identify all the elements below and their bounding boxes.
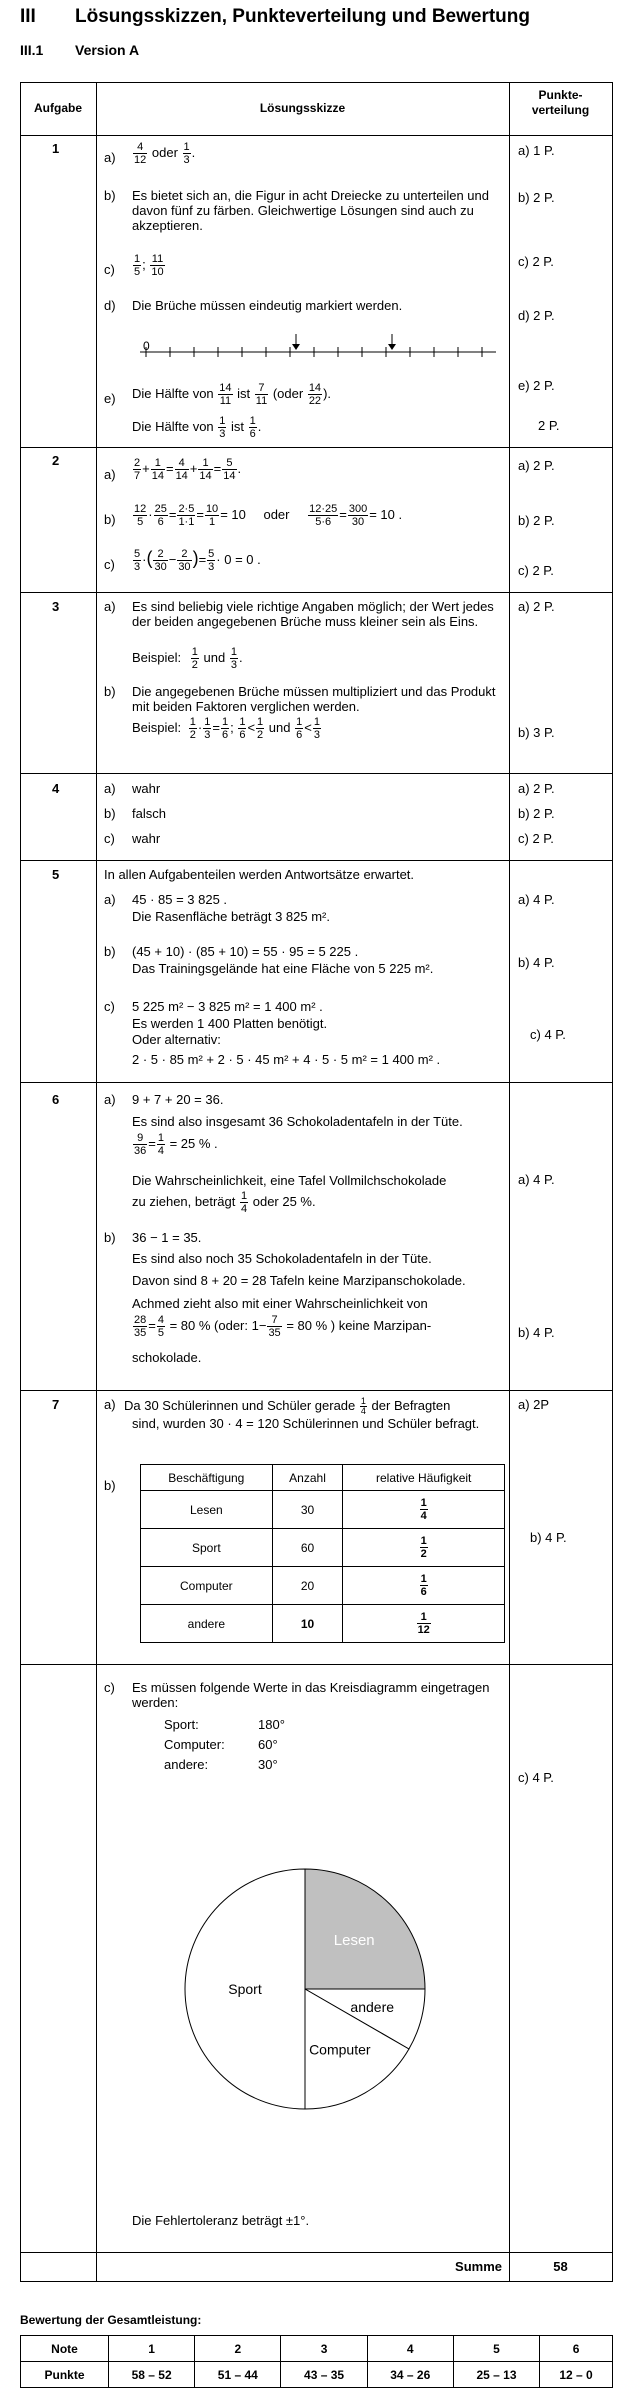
points: c) 2 P. bbox=[518, 254, 554, 269]
t6b-fraction: $\frac{28}{35}$ = $\frac{4}{5}$ = 80 % (oder: 1− $\frac{7}{35}$ = 80 % ) keine Marzipan- bbox=[134, 1314, 432, 1339]
subsection-heading: III.1 Version A bbox=[20, 42, 140, 58]
points: c) 2 P. bbox=[518, 563, 554, 578]
task-number: 5 bbox=[52, 867, 60, 882]
table-row: Sport 60 $\frac{1}{2}$ bbox=[141, 1529, 505, 1567]
points: a) 2P bbox=[518, 1397, 550, 1412]
label: a) bbox=[104, 1092, 116, 1107]
number-line bbox=[140, 328, 500, 368]
t6b-text4: schokolade. bbox=[132, 1350, 202, 1365]
t1b-text: Es bietet sich an, die Figur in acht Dreiecke zu unterteilen und davon fünf zu färben. Gleichwertige Lösungen sind auch zu akzeptieren. bbox=[132, 188, 489, 233]
points: a) 4 P. bbox=[518, 1172, 555, 1187]
t1c-answer: $\frac{1}{5}$ ; $\frac{11}{10}$ bbox=[134, 253, 164, 278]
label: c) bbox=[104, 557, 115, 572]
task-number: 3 bbox=[52, 599, 60, 614]
t1a-answer: $\frac{4}{12}$ oder $\frac{1}{3}$ . bbox=[134, 141, 196, 166]
t6b-text2: Davon sind 8 + 20 = 28 Tafeln keine Marzipanschokolade. bbox=[132, 1273, 466, 1288]
value-key: andere: bbox=[164, 1757, 209, 1772]
t6a-calc: 9 + 7 + 20 = 36. bbox=[132, 1092, 224, 1107]
col-header-loesung: Lösungsskizze bbox=[259, 101, 346, 115]
t3a-example: Beispiel: $\frac{1}{2}$ und $\frac{1}{3}$ . bbox=[132, 646, 243, 671]
points: b) 3 P. bbox=[518, 725, 555, 740]
label: b) bbox=[104, 684, 116, 699]
label: d) bbox=[104, 298, 116, 313]
label: c) bbox=[104, 1680, 115, 1695]
points: a) 4 P. bbox=[518, 892, 555, 907]
label: a) bbox=[104, 467, 116, 482]
t5a-text: Die Rasenfläche beträgt 3 825 m². bbox=[132, 909, 330, 924]
table-row: andere 10 $\frac{1}{12}$ bbox=[141, 1605, 505, 1643]
t1d-text: Die Brüche müssen eindeutig markiert werden. bbox=[132, 298, 403, 313]
t5c-alt: Oder alternativ: bbox=[132, 1032, 221, 1047]
grading-title: Bewertung der Gesamtleistung: bbox=[20, 2313, 202, 2327]
t6b-calc: 36 − 1 = 35. bbox=[132, 1230, 202, 1245]
value-key: Computer: bbox=[164, 1737, 225, 1752]
t4b-answer: falsch bbox=[132, 806, 166, 821]
value-degrees: 60° bbox=[258, 1737, 278, 1752]
pie-label-lesen: Lesen bbox=[333, 1931, 375, 1949]
points: a) 1 P. bbox=[518, 143, 555, 158]
pie-slice-lesen bbox=[305, 1869, 425, 1989]
label: c) bbox=[104, 831, 115, 846]
sum-value: 58 bbox=[553, 2259, 568, 2274]
value-degrees: 180° bbox=[258, 1717, 285, 1732]
points: a) 2 P. bbox=[518, 599, 555, 614]
arrow-down-icon bbox=[388, 334, 396, 350]
t6a-text: Es sind also insgesamt 36 Schokoladentafeln in der Tüte. bbox=[132, 1114, 463, 1129]
label: a) bbox=[104, 892, 116, 907]
col-header: relative Häufigkeit bbox=[343, 1465, 505, 1491]
label: a) bbox=[104, 1397, 116, 1412]
t6a-fraction: $\frac{9}{36}$ = $\frac{1}{4}$ = 25 % . bbox=[134, 1132, 218, 1157]
t5-intro: In allen Aufgabenteilen werden Antwortsätze erwartet. bbox=[104, 867, 415, 882]
t7a-text1: Da 30 Schülerinnen und Schüler gerade $\frac{1}{4}$ der Befragten bbox=[124, 1396, 451, 1416]
t7a-text2: sind, wurden 30 · 4 = 120 Schülerinnen und Schüler befragt. bbox=[132, 1416, 480, 1431]
points-label: Punkte bbox=[21, 2362, 109, 2388]
t5c-text: Es werden 1 400 Platten benötigt. bbox=[132, 1016, 328, 1031]
t5b-text: Das Trainingsgelände hat eine Fläche von 5 225 m². bbox=[132, 961, 434, 976]
label: b) bbox=[104, 806, 116, 821]
label: b) bbox=[104, 1230, 116, 1245]
t6b-text3: Achmed zieht also mit einer Wahrscheinlichkeit von bbox=[132, 1296, 428, 1311]
t2c-formula: $\frac{5}{3}$ ·( $\frac{2}{30}$ − $\frac{2}{30}$ )= $\frac{5}{3}$ · 0 = 0 . bbox=[134, 548, 261, 574]
task-number: 2 bbox=[52, 453, 60, 468]
points: b) 2 P. bbox=[518, 513, 555, 528]
points: b) 4 P. bbox=[518, 955, 555, 970]
col-header-punkte: Punkte- verteilung bbox=[531, 88, 590, 117]
points: 2 P. bbox=[538, 418, 560, 433]
t5b-calc: (45 + 10) · (85 + 10) = 55 · 95 = 5 225 . bbox=[132, 944, 359, 959]
t4a-answer: wahr bbox=[132, 781, 161, 796]
task-number: 7 bbox=[52, 1397, 60, 1412]
t6b-text: Es sind also noch 35 Schokoladentafeln in der Tüte. bbox=[132, 1251, 432, 1266]
t6a-text3: zu ziehen, beträgt $\frac{1}{4}$ oder 25 %. bbox=[132, 1190, 316, 1215]
label: b) bbox=[104, 512, 116, 527]
points: b) 2 P. bbox=[518, 806, 555, 821]
number-line-zero: 0 bbox=[143, 339, 150, 353]
t3b-example: Beispiel: $\frac{1}{2}$ · $\frac{1}{3}$ = $\frac{1}{6}$ ; $\frac{1}{6}$ < $\frac{1}{2}$ und $\frac{1}{6}$ < $\frac{1}{3}$ bbox=[132, 716, 320, 741]
value-key: Sport: bbox=[164, 1717, 199, 1732]
t5c-calc2: 2 · 5 · 85 m² + 2 · 5 · 45 m² + 4 · 5 · 5 m² = 1 400 m² . bbox=[132, 1052, 441, 1067]
points: a) 2 P. bbox=[518, 781, 555, 796]
t1e2-answer: Die Hälfte von $\frac{1}{3}$ ist $\frac{1}{6}$ . bbox=[132, 415, 262, 440]
task-number: 1 bbox=[52, 141, 60, 156]
label: c) bbox=[104, 999, 115, 1014]
points: c) 4 P. bbox=[518, 1770, 554, 1785]
t7c-text: Es müssen folgende Werte in das Kreisdiagramm eingetragen werden: bbox=[132, 1680, 490, 1710]
pie-label-sport: Sport bbox=[228, 1981, 262, 1997]
label: e) bbox=[104, 391, 116, 406]
t3a-text: Es sind beliebig viele richtige Angaben möglich; der Wert jedes der beiden angegebenen Brüche muss kleiner sein als Eins. bbox=[132, 599, 494, 629]
t3b-text: Die angegebenen Brüche müssen multipliziert und das Produkt mit beiden Faktoren verglichen werden. bbox=[132, 684, 496, 714]
t1e-answer: Die Hälfte von $\frac{14}{11}$ ist $\frac{7}{11}$ (oder $\frac{14}{22}$ ). bbox=[132, 382, 332, 407]
points: b) 2 P. bbox=[518, 190, 555, 205]
col-header: Beschäftigung bbox=[141, 1465, 273, 1491]
label: b) bbox=[104, 188, 116, 203]
col-header: Anzahl bbox=[272, 1465, 343, 1491]
value-degrees: 30° bbox=[258, 1757, 278, 1772]
col-header-aufgabe: Aufgabe bbox=[34, 101, 82, 115]
t2b-formula: $\frac{12}{5}$ · $\frac{25}{6}$ = $\frac{2\cdot 5}{1\cdot 1}$ = $\frac{10}{1}$ = 10 oder $\frac{12\cdot 25}{5\cdot 6}$ = $\frac{300}{30}$ = 10 . bbox=[134, 503, 403, 528]
arrow-down-icon bbox=[292, 334, 300, 350]
points: c) 4 P. bbox=[530, 1027, 566, 1042]
pie-label-andere: andere bbox=[350, 1999, 395, 2016]
label: b) bbox=[104, 1478, 116, 1493]
pie-label-computer: Computer bbox=[309, 2041, 371, 2058]
frequency-table bbox=[140, 1464, 505, 1643]
points: d) 2 P. bbox=[518, 308, 555, 323]
label: b) bbox=[104, 944, 116, 959]
pie-chart bbox=[96, 1777, 509, 2207]
t5c-calc: 5 225 m² − 3 825 m² = 1 400 m² . bbox=[132, 999, 323, 1014]
t4c-answer: wahr bbox=[132, 831, 161, 846]
label: a) bbox=[104, 599, 116, 614]
points: c) 2 P. bbox=[518, 831, 554, 846]
section-heading: III Lösungsskizzen, Punkteverteilung und Bewertung bbox=[20, 6, 530, 27]
table-row: Lesen 30 $\frac{1}{4}$ bbox=[141, 1491, 505, 1529]
table-row: Computer 20 $\frac{1}{6}$ bbox=[141, 1567, 505, 1605]
t2a-formula: $\frac{2}{7}$ + $\frac{1}{14}$ = $\frac{4}{14}$ + $\frac{1}{14}$ = $\frac{5}{14}$ . bbox=[134, 457, 242, 482]
points: e) 2 P. bbox=[518, 378, 555, 393]
grading-table: Note 1 2 3 4 5 6 Punkte 58 – 52 51 – 44 43 – 35 34 – 26 25 – 13 12 – 0 bbox=[20, 2335, 613, 2388]
grade-label: Note bbox=[21, 2336, 109, 2362]
t6a-text2: Die Wahrscheinlichkeit, eine Tafel Vollmilchschokolade bbox=[132, 1173, 447, 1188]
label: c) bbox=[104, 262, 115, 277]
points: b) 4 P. bbox=[518, 1325, 555, 1340]
sum-label: Summe bbox=[455, 2259, 502, 2274]
points: b) 4 P. bbox=[530, 1530, 567, 1545]
task-number: 6 bbox=[52, 1092, 60, 1107]
label: a) bbox=[104, 150, 116, 165]
t5a-calc: 45 · 85 = 3 825 . bbox=[132, 892, 228, 907]
points: a) 2 P. bbox=[518, 458, 555, 473]
label: a) bbox=[104, 781, 116, 796]
tolerance-note: Die Fehlertoleranz beträgt ±1°. bbox=[132, 2213, 310, 2228]
task-number: 4 bbox=[52, 781, 60, 796]
